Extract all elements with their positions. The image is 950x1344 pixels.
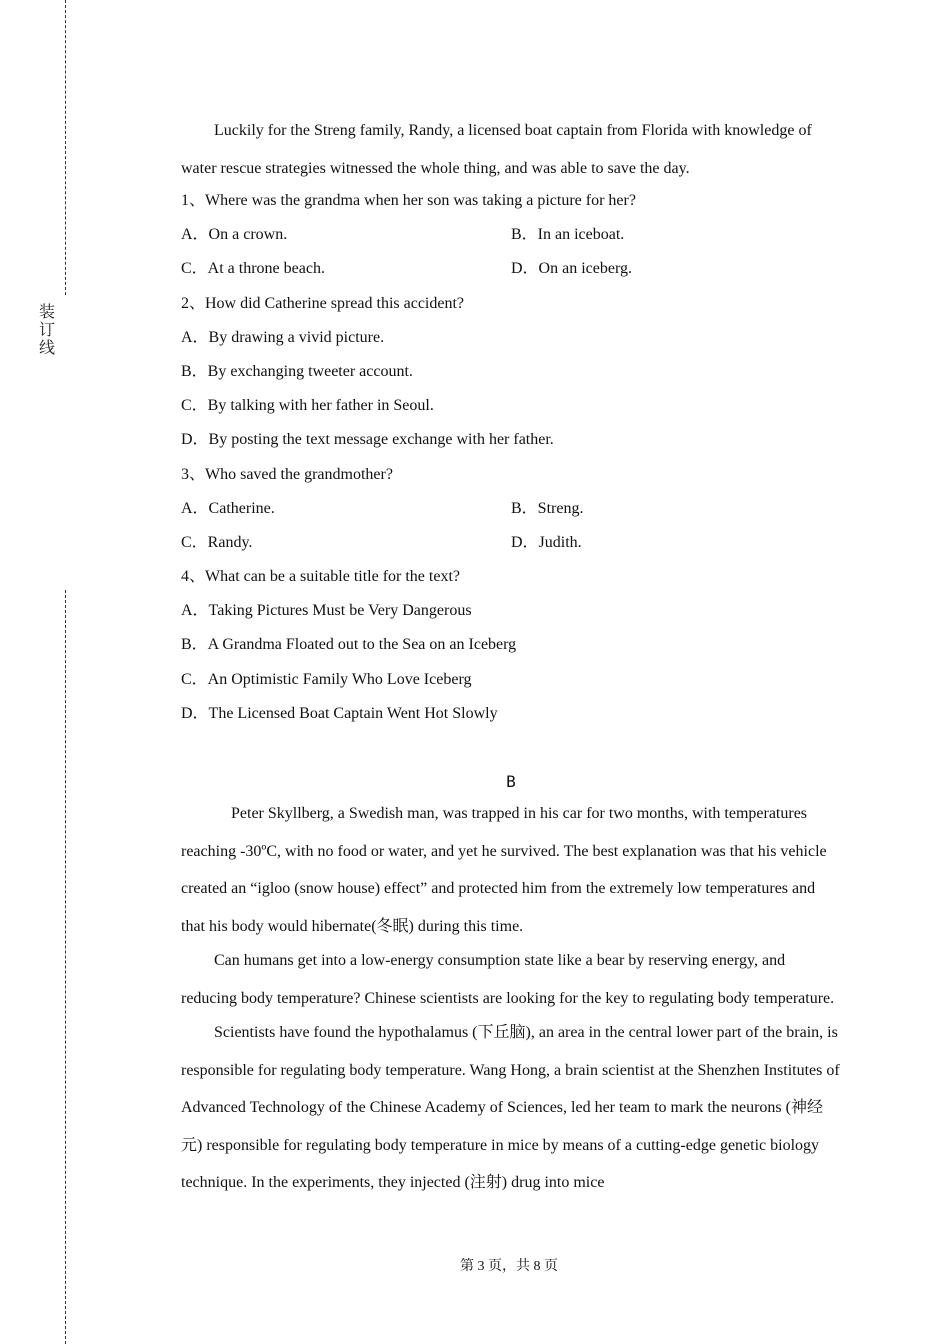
page-number-footer: 第 3 页，共 8 页: [460, 1259, 558, 1274]
question-1-stem: 1、Where was the grandma when her son was taking a picture for her?: [181, 192, 636, 209]
intro-paragraph: Luckily for the Streng family, Randy, a licensed boat captain from Florida with knowledge of water rescue strategies witnessed the whole thing, and was able to save the day.: [181, 122, 812, 177]
question-4-option-d[interactable]: D．The Licensed Boat Captain Went Hot Slowly: [181, 704, 498, 722]
question-3-option-c[interactable]: C．Randy.: [181, 533, 253, 551]
question-3-options-row-1: [181, 492, 841, 526]
section-b-paragraph-1: Peter Skyllberg, a Swedish man, was trapped in his car for two months, with temperatures reaching -30ºC, with no food or water, and yet he survived. The best explanation was that his vehicle created an “igloo (snow house) effect” and protected him from the extremely low temperatures and that his body would hibernate(冬眠) during this time.: [181, 805, 827, 935]
question-3-option-d[interactable]: D．Judith.: [511, 533, 582, 551]
question-4-option-c[interactable]: C．An Optimistic Family Who Love Iceberg: [181, 670, 472, 688]
question-3-option-a[interactable]: A．Catherine.: [181, 499, 275, 517]
question-1-option-b[interactable]: B．In an iceboat.: [511, 226, 625, 244]
page-content: [181, 112, 841, 1199]
question-1-option-d[interactable]: D．On an iceberg.: [511, 260, 633, 278]
binding-label: 装 订 线: [38, 304, 55, 357]
question-2-option-c[interactable]: C．By talking with her father in Seoul.: [181, 397, 434, 415]
section-b-paragraph-3: Scientists have found the hypothalamus (下丘脑), an area in the central lower part of the brain, is responsible for regulating body temperature. Wang Hong, a brain scientist at the Shenzhen Institutes of Advanced Technology of the Chinese Academy of Sciences, led her team to mark the neurons (神经元) responsible for regulating body temperature in mice by means of a cutting-edge genetic biology technique. In the experiments, they injected (注射) drug into mice: [181, 1024, 840, 1191]
question-2-option-a[interactable]: A．By drawing a vivid picture.: [181, 328, 385, 346]
question-3-options-row-2: [181, 526, 841, 560]
question-1-option-c[interactable]: C．At a throne beach.: [181, 260, 325, 278]
binding-line-bottom: [65, 590, 66, 1344]
question-2-option-b[interactable]: B．By exchanging tweeter account.: [181, 362, 413, 380]
question-4-option-b[interactable]: B．A Grandma Floated out to the Sea on an Iceberg: [181, 636, 517, 654]
section-b-title: B: [506, 772, 516, 791]
question-4-option-a[interactable]: A．Taking Pictures Must be Very Dangerous: [181, 602, 472, 620]
question-2-option-d[interactable]: D．By posting the text message exchange with her father.: [181, 431, 554, 449]
section-b-paragraph-2: Can humans get into a low-energy consumption state like a bear by reserving energy, and reducing body temperature? Chinese scientists are looking for the key to regulating body temperature.: [181, 952, 835, 1007]
question-2-stem: 2、How did Catherine spread this accident?: [181, 294, 465, 312]
question-1-options-row-1: [181, 218, 841, 252]
binding-line-top: [65, 0, 66, 295]
question-4-stem: 4、What can be a suitable title for the text?: [181, 568, 461, 586]
question-3-stem: 3、Who saved the grandmother?: [181, 465, 393, 483]
question-1-options-row-2: [181, 252, 841, 286]
question-3-option-b[interactable]: B．Streng.: [511, 499, 584, 517]
question-1-option-a[interactable]: A．On a crown.: [181, 226, 288, 244]
